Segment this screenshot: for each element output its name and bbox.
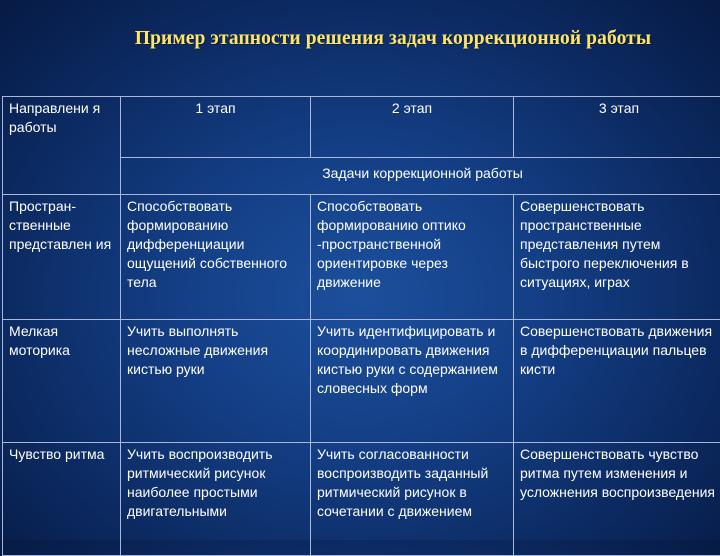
stage-2-cell: Учить согласованности воспроизводить заданный ритмический рисунок в сочетании с движением [311,443,514,556]
table-row [3,443,720,556]
stage-2-cell: Способствовать формированию оптико -пространственной ориентировке через движение [311,195,514,320]
table-row [3,195,720,320]
direction-cell: Чувство ритма [3,443,121,556]
stage-header-row [3,97,720,158]
table-row [3,320,720,443]
stage-1-cell: Учить воспроизводить ритмический рисунок наиболее простыми двигательными [121,443,311,556]
correction-stages-table [2,96,720,556]
stage-3-cell: Совершенствовать чувство ритма путем изменения и усложнения воспроизведения [514,443,720,556]
correction-stages-table-wrapper [2,96,720,556]
stage-1-header: 1 этап [121,97,311,158]
stage-3-cell: Совершенствовать пространственные представления путем быстрого переключения в ситуациях, играх [514,195,720,320]
stage-1-cell: Способствовать формированию дифференциации ощущений собственного тела [121,195,311,320]
stage-2-cell: Учить идентифицировать и координировать движения кистью руки с содержанием словесных форм [311,320,514,443]
slide-title: Пример этапности решения задач коррекционной работы [0,28,720,50]
direction-header-cell: Направлени я работы [3,97,121,195]
direction-cell: Простран-ственные представлен ия [3,195,121,320]
stage-1-cell: Учить выполнять несложные движения кистью руки [121,320,311,443]
stage-2-header: 2 этап [311,97,514,158]
stage-3-header: 3 этап [514,97,720,158]
tasks-header-cell: Задачи коррекционной работы [121,158,720,195]
stage-3-cell: Совершенствовать движения в дифференциации пальцев кисти [514,320,720,443]
direction-cell: Мелкая моторика [3,320,121,443]
